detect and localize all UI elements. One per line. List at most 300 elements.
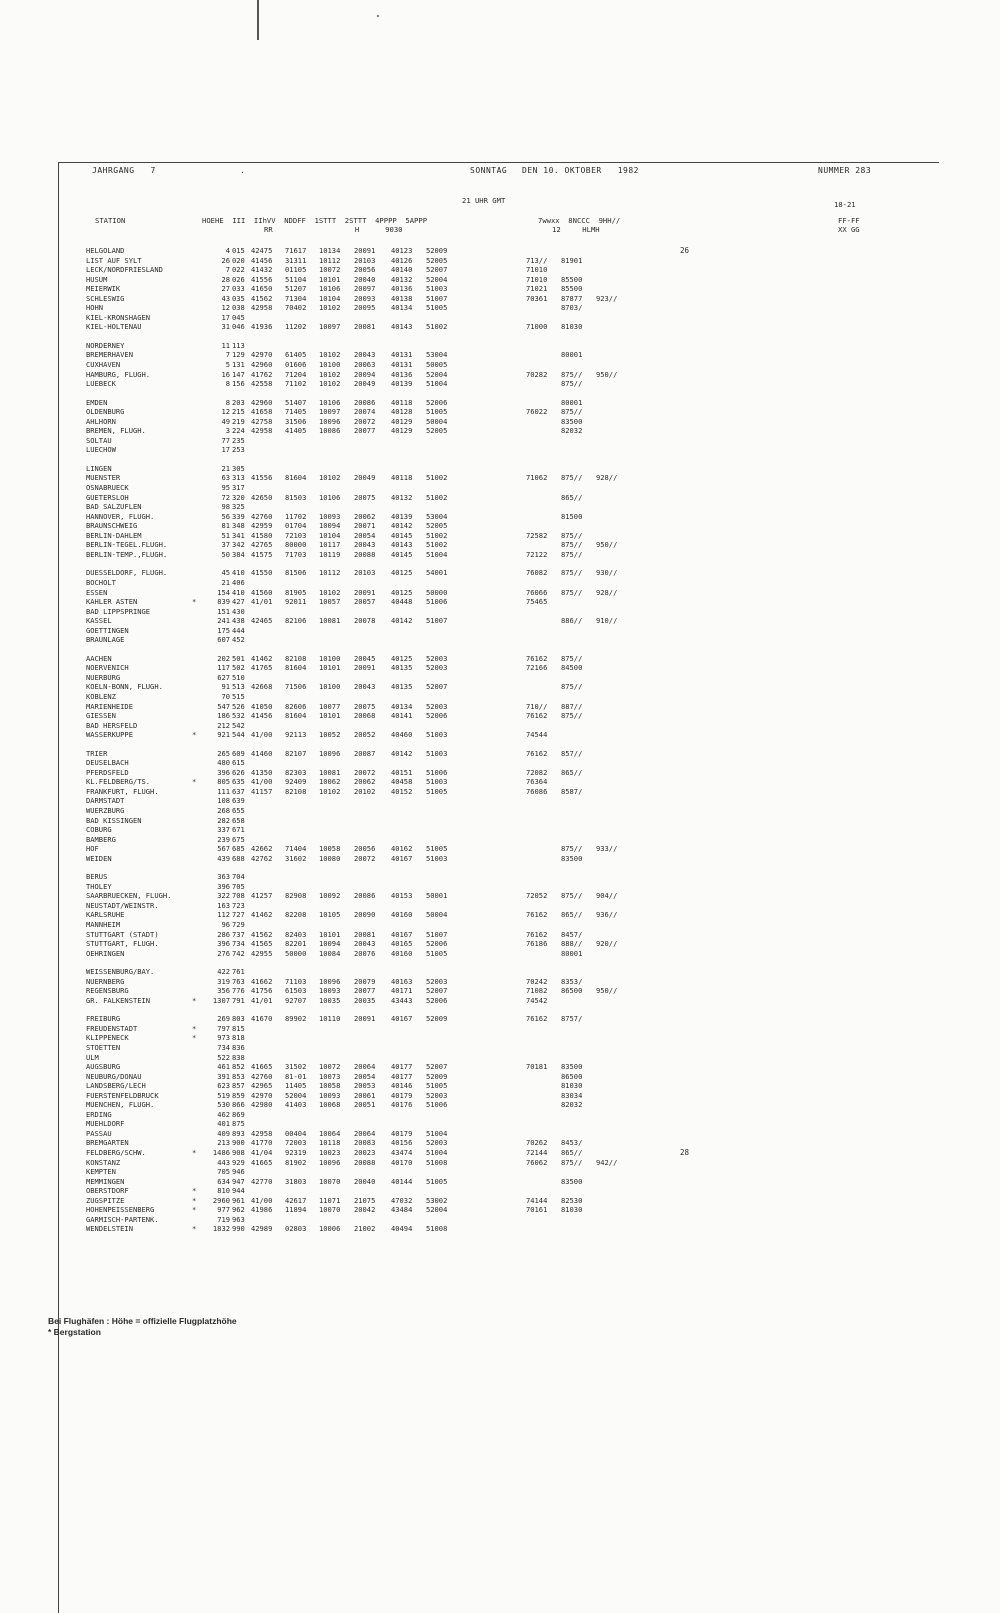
cell-c: 10035 <box>319 995 341 1005</box>
station-name: ESSEN <box>86 587 108 597</box>
station-name: LUEBECK <box>86 379 116 389</box>
cell-k: 86500 <box>561 1071 583 1081</box>
cell-h: 319 <box>217 976 230 986</box>
cell-e: 40134 <box>391 303 413 313</box>
cell-c: 10100 <box>319 653 341 663</box>
cell-c: 10096 <box>319 976 341 986</box>
station-name: PASSAU <box>86 1128 112 1138</box>
cell-e: 40163 <box>391 976 413 986</box>
cell-b: 11894 <box>285 1205 307 1215</box>
cell-e: 40179 <box>391 1090 413 1100</box>
cell-d: 20072 <box>354 416 376 426</box>
cell-g: 76162 <box>526 929 548 939</box>
station-name: KARLSRUHE <box>86 910 125 920</box>
cell-h: 7 <box>225 265 230 275</box>
cell-ii: 129 <box>232 350 245 360</box>
table-row <box>86 398 846 408</box>
station-name: BERLIN-TEMP.,FLUGH. <box>86 549 168 559</box>
cell-e: 40126 <box>391 255 413 265</box>
cell-f: 51008 <box>426 1157 448 1167</box>
cell-h: 81 <box>221 521 230 531</box>
cell-k: 81030 <box>561 1081 583 1091</box>
cell-ii: 532 <box>232 711 245 721</box>
table-row <box>86 816 846 826</box>
cell-h: 8 <box>225 397 230 407</box>
cell-f: 51007 <box>426 293 448 303</box>
cell-g: 72052 <box>526 891 548 901</box>
cell-h: 269 <box>217 1014 230 1024</box>
cell-a: 41550 <box>251 568 273 578</box>
cell-e: 40167 <box>391 929 413 939</box>
cell-e: 40152 <box>391 786 413 796</box>
cell-e: 40162 <box>391 844 413 854</box>
cell-g: 75465 <box>526 597 548 607</box>
cell-f: 51005 <box>426 1081 448 1091</box>
cell-l: 923// <box>596 293 618 303</box>
table-row <box>86 692 846 702</box>
cell-f: 53004 <box>426 511 448 521</box>
station-name: HOHN <box>86 303 104 313</box>
cell-g: 71000 <box>526 322 548 332</box>
cell-e: 40170 <box>391 1157 413 1167</box>
cell-b: 81503 <box>285 492 307 502</box>
station-name: WASSERKUPPE <box>86 730 133 740</box>
table-row <box>86 711 846 721</box>
cell-h: 5 <box>225 360 230 370</box>
cell-d: 20072 <box>354 853 376 863</box>
cell-c: 10070 <box>319 1176 341 1186</box>
station-name: GIESSEN <box>86 711 116 721</box>
cell-h: 1486 <box>212 1148 230 1158</box>
cell-c: 10068 <box>319 1100 341 1110</box>
cell-ii: 908 <box>232 1148 245 1158</box>
cell-h: 480 <box>217 758 230 768</box>
cell-f: 51003 <box>426 853 448 863</box>
cell-b: 81604 <box>285 663 307 673</box>
group-subheader: 12 HLMH <box>552 225 600 234</box>
cell-ii: 113 <box>232 340 245 350</box>
cell-h: 96 <box>221 920 230 929</box>
cell-b: 71204 <box>285 369 307 379</box>
cell-g: 76364 <box>526 777 548 787</box>
cell-c: 10057 <box>319 597 341 607</box>
station-group <box>86 246 846 332</box>
cell-h: 439 <box>217 853 230 863</box>
cell-a: 41/00 <box>251 730 273 740</box>
cell-c: 10023 <box>319 1148 341 1158</box>
cell-ii: 675 <box>232 834 245 844</box>
cell-ii: 963 <box>232 1214 245 1224</box>
cell-a: 41756 <box>251 986 273 996</box>
cell-a: 41575 <box>251 549 273 559</box>
cell-a: 41556 <box>251 473 273 483</box>
cell-h: 719 <box>217 1214 230 1224</box>
cell-k: 8703/ <box>561 303 583 313</box>
cell-h: 26 <box>221 255 230 265</box>
cell-ii: 852 <box>232 1062 245 1072</box>
cell-b: 41403 <box>285 1100 307 1110</box>
station-name: NUERBURG <box>86 672 121 682</box>
footer-note-mountain: * Bergstation <box>48 1327 101 1337</box>
station-name: MEMMINGEN <box>86 1176 125 1186</box>
cell-ii: 317 <box>232 483 245 493</box>
cell-g: 72144 <box>526 1148 548 1158</box>
station-name: HUSUM <box>86 274 108 284</box>
cell-h: 111 <box>217 786 230 796</box>
cell-b: 71617 <box>285 246 307 255</box>
cell-c: 10106 <box>319 397 341 407</box>
cell-f: 52007 <box>426 1062 448 1072</box>
cell-f: 51008 <box>426 1224 448 1234</box>
scan-artifact-line <box>257 0 259 40</box>
cell-k: 865// <box>561 1148 583 1158</box>
cell-h: 154 <box>217 587 230 597</box>
table-row <box>86 920 846 930</box>
cell-ii: 655 <box>232 805 245 815</box>
cell-a: 41658 <box>251 407 273 417</box>
cell-b: 00404 <box>285 1128 307 1138</box>
table-row <box>86 730 846 740</box>
cell-g: 74144 <box>526 1195 548 1205</box>
table-row <box>86 322 846 332</box>
cell-h: 8 <box>225 379 230 389</box>
table-row <box>86 682 846 692</box>
cell-ii: 723 <box>232 900 245 910</box>
cell-h: 37 <box>221 540 230 550</box>
cell-e: 40136 <box>391 369 413 379</box>
cell-f: 52005 <box>426 426 448 436</box>
cell-c: 10052 <box>319 730 341 740</box>
cell-f: 51005 <box>426 786 448 796</box>
cell-a: 41665 <box>251 1157 273 1167</box>
cell-ii: 776 <box>232 986 245 996</box>
cell-f: 52003 <box>426 1090 448 1100</box>
table-row <box>86 578 846 588</box>
cell-ii: 626 <box>232 767 245 777</box>
cell-h: 530 <box>217 1100 230 1110</box>
table-row <box>86 949 846 959</box>
cell-f: 51007 <box>426 616 448 626</box>
cell-d: 20075 <box>354 492 376 502</box>
cell-g: 72082 <box>526 767 548 777</box>
station-name: NEUSTADT/WEINSTR. <box>86 900 159 910</box>
cell-d: 20083 <box>354 1138 376 1148</box>
cell-e: 40460 <box>391 730 413 740</box>
cell-ii: 015 <box>232 246 245 255</box>
station-name: FELDBERG/SCHW. <box>86 1148 146 1158</box>
station-name: KAHLER ASTEN <box>86 597 138 607</box>
cell-d: 20090 <box>354 910 376 920</box>
table-row <box>86 749 846 759</box>
cell-b: 61503 <box>285 986 307 996</box>
station-name: KL.FELDBERG/TS. <box>86 777 151 787</box>
cell-k: 875// <box>561 530 583 540</box>
cell-f: 51002 <box>426 530 448 540</box>
table-row <box>86 275 846 285</box>
cell-h: 363 <box>217 872 230 882</box>
table-row <box>86 568 846 578</box>
cell-b: 72003 <box>285 1138 307 1148</box>
cell-e: 40135 <box>391 682 413 692</box>
cell-k: 86500 <box>561 986 583 996</box>
station-name: FREIBURG <box>86 1014 121 1024</box>
cell-g: 76162 <box>526 1014 548 1024</box>
cell-e: 40160 <box>391 948 413 958</box>
cell-ii: 235 <box>232 435 245 445</box>
cell-h: 2960 <box>212 1195 230 1205</box>
cell-f: 52006 <box>426 939 448 949</box>
cell-b: 11405 <box>285 1081 307 1091</box>
table-row <box>86 1148 846 1158</box>
cell-b: 31803 <box>285 1176 307 1186</box>
cell-d: 20103 <box>354 568 376 578</box>
cell-g: 713// <box>526 255 548 265</box>
cell-mk: * <box>192 1195 197 1205</box>
cell-ii: 875 <box>232 1119 245 1129</box>
table-row <box>86 1081 846 1091</box>
cell-h: 45 <box>221 568 230 578</box>
cell-h: 43 <box>221 293 230 303</box>
footer-note-airports: Bei Flughäfen : Höhe = offizielle Flugplatzhöhe <box>48 1316 237 1326</box>
cell-h: 213 <box>217 1138 230 1148</box>
side-value: 28 <box>680 1148 690 1158</box>
station-name: BRAUNLAGE <box>86 635 125 645</box>
cell-e: 47032 <box>391 1195 413 1205</box>
table-row <box>86 597 846 607</box>
cell-ii: 502 <box>232 663 245 673</box>
cell-ii: 729 <box>232 920 245 929</box>
table-row <box>86 777 846 787</box>
cell-h: 401 <box>217 1119 230 1129</box>
table-row <box>86 844 846 854</box>
cell-b: 71703 <box>285 549 307 559</box>
cell-k: 83500 <box>561 1062 583 1072</box>
cell-c: 10081 <box>319 616 341 626</box>
table-row <box>86 673 846 683</box>
cell-e: 40143 <box>391 322 413 332</box>
table-row <box>86 360 846 370</box>
cell-e: 40146 <box>391 1081 413 1091</box>
cell-d: 20061 <box>354 1090 376 1100</box>
cell-k: 82032 <box>561 426 583 436</box>
cell-f: 52003 <box>426 663 448 673</box>
cell-g: 72166 <box>526 663 548 673</box>
cell-ii: 452 <box>232 635 245 645</box>
cell-l: 928// <box>596 587 618 597</box>
cell-ii: 853 <box>232 1071 245 1081</box>
cell-b: 71102 <box>285 379 307 389</box>
cell-a: 41432 <box>251 265 273 275</box>
cell-k: 875// <box>561 1157 583 1167</box>
cell-k: 87877 <box>561 293 583 303</box>
cell-b: 82208 <box>285 910 307 920</box>
cell-h: 21 <box>221 577 230 587</box>
cell-h: 98 <box>221 502 230 512</box>
cell-d: 20091 <box>354 587 376 597</box>
cell-h: 1832 <box>212 1224 230 1234</box>
cell-f: 50000 <box>426 587 448 597</box>
cell-a: 42650 <box>251 492 273 502</box>
cell-d: 20043 <box>354 540 376 550</box>
cell-c: 10093 <box>319 1090 341 1100</box>
station-name: MUENCHEN, FLUGH. <box>86 1100 155 1110</box>
cell-c: 10102 <box>319 473 341 483</box>
cell-d: 20049 <box>354 379 376 389</box>
cell-h: 95 <box>221 483 230 493</box>
cell-l: 933// <box>596 844 618 854</box>
cell-f: 52009 <box>426 246 448 255</box>
station-name: HOF <box>86 844 99 854</box>
cell-a: 41/04 <box>251 1148 273 1158</box>
station-name: KOBLENZ <box>86 691 116 701</box>
cell-d: 20064 <box>354 1128 376 1138</box>
cell-g: 70242 <box>526 976 548 986</box>
cell-k: 8353/ <box>561 976 583 986</box>
cell-e: 40141 <box>391 711 413 721</box>
cell-d: 20023 <box>354 1148 376 1158</box>
cell-a: 41/01 <box>251 597 273 607</box>
cell-a: 41456 <box>251 255 273 265</box>
cell-ii: 444 <box>232 625 245 635</box>
table-row <box>86 294 846 304</box>
cell-h: 337 <box>217 825 230 835</box>
cell-f: 51003 <box>426 777 448 787</box>
cell-g: 72122 <box>526 549 548 559</box>
cell-h: 734 <box>217 1043 230 1053</box>
cell-f: 52005 <box>426 255 448 265</box>
cell-f: 51006 <box>426 1100 448 1110</box>
cell-b: 71304 <box>285 293 307 303</box>
cell-k: 875// <box>561 369 583 379</box>
cell-g: 71010 <box>526 265 548 275</box>
cell-h: 186 <box>217 711 230 721</box>
cell-k: 875// <box>561 587 583 597</box>
table-row <box>86 1014 846 1024</box>
cell-k: 888// <box>561 939 583 949</box>
table-row <box>86 379 846 389</box>
cell-ii: 513 <box>232 682 245 692</box>
cell-k: 865// <box>561 492 583 502</box>
cell-e: 40125 <box>391 587 413 597</box>
station-name: DUESSELDORF, FLUGH. <box>86 568 168 578</box>
cell-h: 810 <box>217 1186 230 1196</box>
table-row <box>86 341 846 351</box>
cell-g: 70181 <box>526 1062 548 1072</box>
cell-a: 42758 <box>251 416 273 426</box>
cell-h: 17 <box>221 445 230 455</box>
cell-h: 396 <box>217 939 230 949</box>
station-name: OLDENBURG <box>86 407 125 417</box>
cell-f: 51003 <box>426 730 448 740</box>
cell-l: 930// <box>596 568 618 578</box>
cell-c: 10102 <box>319 303 341 313</box>
cell-e: 40177 <box>391 1062 413 1072</box>
cell-c: 10100 <box>319 682 341 692</box>
cell-l: 920// <box>596 939 618 949</box>
cell-a: 42955 <box>251 948 273 958</box>
cell-ii: 339 <box>232 511 245 521</box>
table-row <box>86 407 846 417</box>
station-name: FUERSTENFELDBRUCK <box>86 1090 159 1100</box>
cell-h: 797 <box>217 1023 230 1033</box>
cell-ii: 224 <box>232 426 245 436</box>
cell-d: 20043 <box>354 350 376 360</box>
jahrgang: JAHRGANG 7 <box>92 166 156 175</box>
station-name: GOETTINGEN <box>86 625 129 635</box>
cell-mk: * <box>192 1033 197 1043</box>
table-row <box>86 1158 846 1168</box>
cell-b: 82108 <box>285 653 307 663</box>
station-name: SCHLESWIG <box>86 293 125 303</box>
header-dot: . <box>240 166 246 175</box>
cell-g: 76162 <box>526 910 548 920</box>
cell-ii: 438 <box>232 616 245 626</box>
cell-h: 522 <box>217 1052 230 1062</box>
cell-c: 10100 <box>319 360 341 370</box>
cell-h: 409 <box>217 1128 230 1138</box>
cell-b: 92707 <box>285 995 307 1005</box>
station-name: BREMERHAVEN <box>86 350 133 360</box>
cell-ii: 427 <box>232 597 245 607</box>
table-row <box>86 550 846 560</box>
table-row <box>86 303 846 313</box>
cell-c: 10058 <box>319 844 341 854</box>
cell-d: 20052 <box>354 730 376 740</box>
cell-d: 20103 <box>354 255 376 265</box>
cell-ii: 929 <box>232 1157 245 1167</box>
cell-h: 461 <box>217 1062 230 1072</box>
cell-b: 71506 <box>285 682 307 692</box>
station-name: SOLTAU <box>86 435 112 445</box>
cell-k: 80001 <box>561 350 583 360</box>
cell-a: 42762 <box>251 853 273 863</box>
cell-a: 41765 <box>251 663 273 673</box>
cell-d: 20095 <box>354 303 376 313</box>
cell-ii: 685 <box>232 844 245 854</box>
cell-b: 01704 <box>285 521 307 531</box>
table-row <box>86 835 846 845</box>
cell-e: 40123 <box>391 246 413 255</box>
cell-c: 10093 <box>319 511 341 521</box>
station-name: KLIPPENECK <box>86 1033 129 1043</box>
cell-e: 40118 <box>391 397 413 407</box>
cell-e: 40142 <box>391 521 413 531</box>
cell-a: 42960 <box>251 397 273 407</box>
cell-b: 81506 <box>285 568 307 578</box>
cell-ii: 305 <box>232 463 245 473</box>
cell-h: 276 <box>217 948 230 958</box>
cell-a: 42760 <box>251 511 273 521</box>
cell-a: 41565 <box>251 939 273 949</box>
cell-e: 40142 <box>391 616 413 626</box>
cell-ii: 430 <box>232 606 245 616</box>
cell-c: 10094 <box>319 521 341 531</box>
cell-ii: 947 <box>232 1176 245 1186</box>
cell-g: 70161 <box>526 1205 548 1215</box>
cell-d: 20040 <box>354 1176 376 1186</box>
station-name: KOELN-BONN, FLUGH. <box>86 682 163 692</box>
table-row <box>86 426 846 436</box>
cell-h: 607 <box>217 635 230 645</box>
cell-ii: 637 <box>232 786 245 796</box>
cell-d: 20077 <box>354 986 376 996</box>
cell-e: 43474 <box>391 1148 413 1158</box>
cell-k: 875// <box>561 844 583 854</box>
cell-ii: 045 <box>232 312 245 322</box>
cell-c: 10118 <box>319 1138 341 1148</box>
cell-g: 70282 <box>526 369 548 379</box>
cell-f: 50004 <box>426 416 448 426</box>
